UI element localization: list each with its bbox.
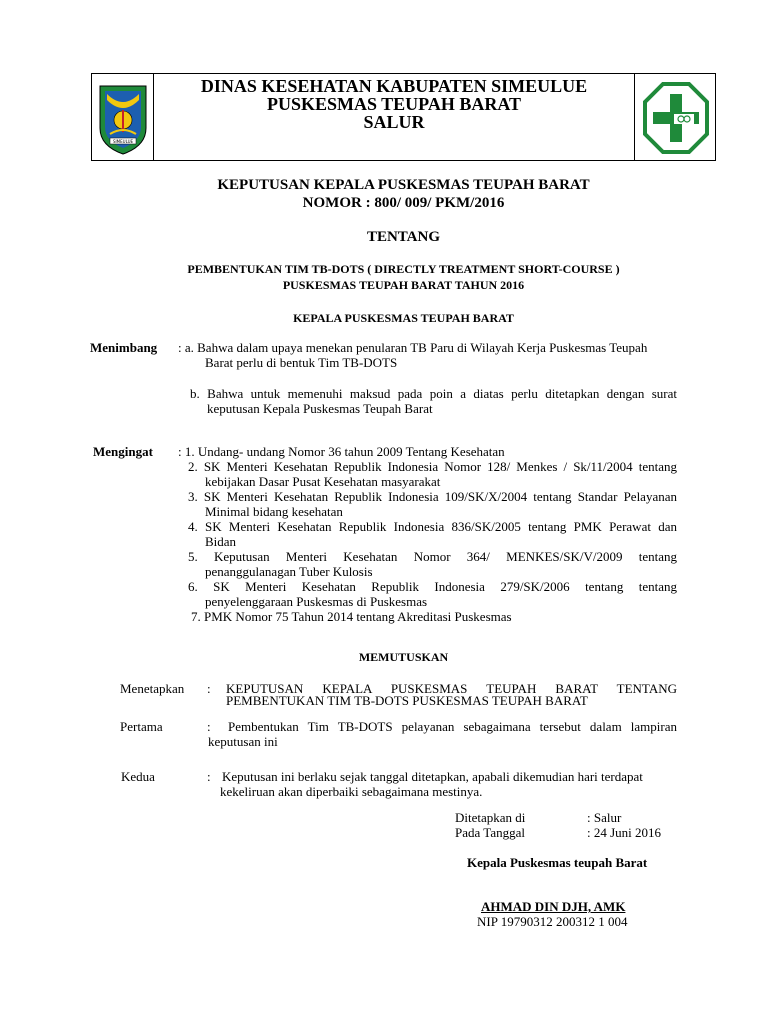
kedua-line-1: Keputusan ini berlaku sejak tanggal ditetapkan, apabali dikemudian hari terdapat xyxy=(222,769,643,784)
decree-authority: KEPALA PUSKESMAS TEUPAH BARAT xyxy=(293,311,514,325)
decree-title: KEPUTUSAN KEPALA PUSKESMAS TEUPAH BARAT xyxy=(217,177,590,193)
menetapkan-label: Menetapkan xyxy=(120,681,185,696)
kedua-label: Kedua xyxy=(121,769,155,784)
mengingat-item-3: 3. SK Menteri Kesehatan Republik Indonesia 109/SK/X/2004 tentang Standar Pelayanan xyxy=(188,489,677,504)
menimbang-a-line-1: : a. Bahwa dalam upaya menekan penularan TB Paru di Wilayah Kerja Puskesmas Teupah xyxy=(178,340,648,355)
date-label: Pada Tanggal xyxy=(455,825,525,840)
mengingat-item-2-cont: kebijakan Dasar Pusat Kesehatan masyarakat xyxy=(205,474,441,489)
menimbang-a-line-2: Barat perlu di bentuk Tim TB-DOTS xyxy=(205,355,398,370)
mengingat-item-6-cont: penyelenggaraan Puskesmas di Puskesmas xyxy=(205,594,428,609)
menetapkan-line-2: PEMBENTUKAN TIM TB-DOTS PUSKESMAS TEUPAH BARAT xyxy=(226,693,588,708)
mengingat-item-3-cont: Minimal bidang kesehatan xyxy=(205,504,343,519)
kedua-colon: : xyxy=(207,769,211,784)
mengingat-item-2: 2. SK Menteri Kesehatan Republik Indonesia Nomor 128/ Menkes / Sk/11/2004 tentang xyxy=(188,459,677,474)
menetapkan-colon: : xyxy=(207,681,211,696)
menimbang-b-line-2: keputusan Kepala Puskesmas Teupah Barat xyxy=(207,401,433,416)
kedua-line-2: kekeliruan akan diperbaiki sebagaimana mestinya. xyxy=(220,784,483,799)
puskesmas-name: PUSKESMAS TEUPAH BARAT xyxy=(266,94,522,114)
signatory-position: Kepala Puskesmas teupah Barat xyxy=(467,855,648,870)
mengingat-item-5: 5. Keputusan Menteri Kesehatan Nomor 364/ MENKES/SK/V/2009 tentang xyxy=(188,549,677,564)
decree-number: NOMOR : 800/ 009/ PKM/2016 xyxy=(302,195,505,211)
regency-logo-text: SIMEULUE xyxy=(112,139,134,144)
menetapkan-line-1: KEPUTUSAN KEPALA PUSKESMAS TEUPAH BARAT TENTANG xyxy=(226,681,677,696)
letterhead-divider-right xyxy=(634,73,635,161)
mengingat-label: Mengingat xyxy=(93,444,153,459)
mengingat-item-4: 4. SK Menteri Kesehatan Republik Indonesia 836/SK/2005 tentang PMK Perawat dan xyxy=(188,519,677,534)
decree-subject-line-2: PUSKESMAS TEUPAH BARAT TAHUN 2016 xyxy=(282,278,525,292)
decree-about-label: TENTANG xyxy=(366,229,441,245)
place-label: Ditetapkan di xyxy=(455,810,526,825)
signatory-nip: NIP 19790312 200312 1 004 xyxy=(477,914,628,929)
signatory-name: AHMAD DIN DJH, AMK xyxy=(481,899,626,914)
mengingat-item-7: 7. PMK Nomor 75 Tahun 2014 tentang Akreditasi Puskesmas xyxy=(191,609,512,624)
puskesmas-logo-icon xyxy=(641,80,711,156)
place-value: : Salur xyxy=(587,810,622,825)
mengingat-item-4-cont: Bidan xyxy=(205,534,237,549)
pertama-colon: : xyxy=(207,719,211,734)
decree-subject-line-1: PEMBENTUKAN TIM TB-DOTS ( DIRECTLY TREATMENT SHORT-COURSE ) xyxy=(187,262,620,276)
mengingat-item-6: 6. SK Menteri Kesehatan Republik Indonesia 279/SK/2006 tentang tentang xyxy=(188,579,677,594)
pertama-line-2: keputusan ini xyxy=(208,734,278,749)
mengingat-item-5-cont: penanggulanagan Tuber Kulosis xyxy=(205,564,373,579)
menimbang-b-line-1: b. Bahwa untuk memenuhi maksud pada poin a diatas perlu ditetapkan dengan surat xyxy=(190,386,677,401)
date-value: : 24 Juni 2016 xyxy=(587,825,662,840)
mengingat-item-1: : 1. Undang- undang Nomor 36 tahun 2009 Tentang Kesehatan xyxy=(178,444,505,459)
pertama-label: Pertama xyxy=(120,719,163,734)
memutuskan-heading: MEMUTUSKAN xyxy=(358,650,449,664)
pertama-line-1: Pembentukan Tim TB-DOTS pelayanan sebagaimana tersebut dalam lampiran xyxy=(228,719,677,734)
agency-name: DINAS KESEHATAN KABUPATEN SIMEULUE xyxy=(200,76,588,96)
location-name: SALUR xyxy=(363,112,425,132)
menimbang-label: Menimbang xyxy=(90,340,158,355)
regency-logo-icon xyxy=(96,80,150,156)
